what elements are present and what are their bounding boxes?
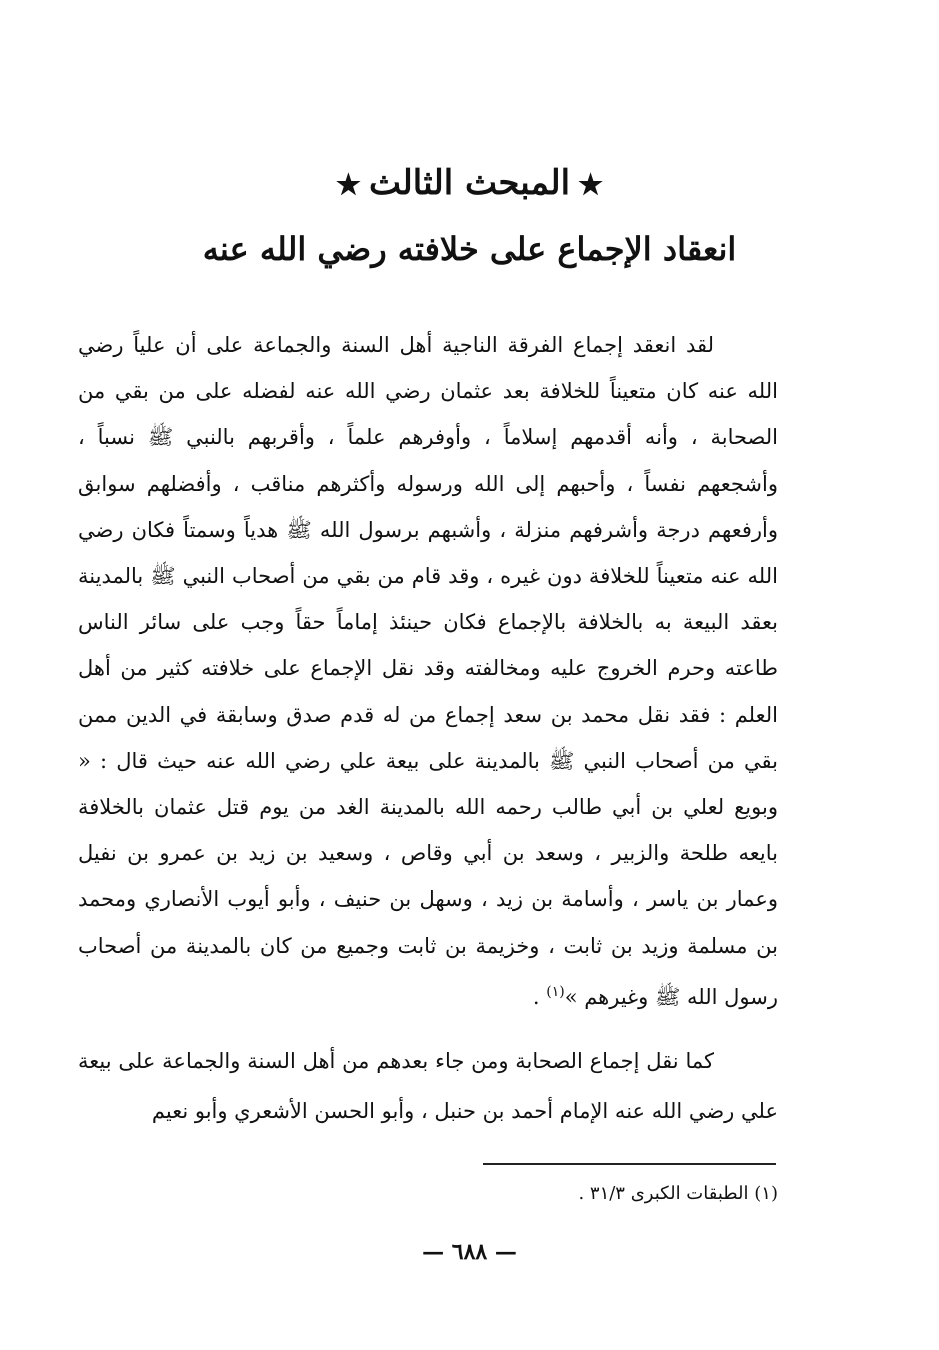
star-icon: ★: [578, 168, 604, 201]
paragraph-text: لقد انعقد إجماع الفرقة الناجية أهل السنة والجماعة على أن علياً رضي الله عنه كان متعيناً للخلافة بعد عثمان رضي الله عنه لفضله على من بقي من الصحابة ، وأنه أقدمهم إسلاماً ، وأوفرهم علماً ، وأقربهم بالنبي ﷺ نسباً ، وأشجعهم نفساً ، وأحبهم إلى الله ورسوله وأكثرهم مناقب ، وأفضلهم سوابق وأرفعهم درجة وأشرفهم منزلة ، وأشبهم برسول الله ﷺ هدياً وسمتاً فكان رضي الله عنه متعيناً للخلافة دون غيره ، وقد قام من بقي من أصحاب النبي ﷺ بالمدينة بعقد البيعة به بالخلافة بالإجماع فكان حينئذ إماماً حقاً وجب على سائر الناس طاعته وحرم الخروج عليه ومخالفته وقد نقل الإجماع على خلافته كثير من أهل العلم : فقد نقل محمد بن سعد إجماع من له قدم صدق وسابقة في الدين ممن بقي من أصحاب النبي ﷺ بالمدينة على بيعة علي رضي الله عنه حيث قال : « وبويع لعلي بن أبي طالب رحمه الله بالمدينة الغد من يوم قتل عثمان بالخلافة بايعه طلحة والزبير ، وسعد بن أبي وقاص ، وسعيد بن زيد بن عمرو بن نفيل وعمار بن ياسر ، وأسامة بن زيد ، وسهل بن حنيف ، وأبو أيوب الأنصاري ومحمد بن مسلمة وزيد بن ثابت ، وخزيمة بن ثابت وجميع من كان بالمدينة من أصحاب رسول الله ﷺ وغيرهم »: [78, 333, 778, 1009]
star-icon: ★: [335, 168, 361, 201]
footnote-reference: (١): [546, 983, 565, 1000]
paragraph: [78, 1036, 778, 1136]
page-number: — ٦٨٨ —: [422, 1239, 517, 1265]
footnote-text: الطبقات الكبرى ٣١/٣ .: [578, 1183, 749, 1204]
chapter-title: انعقاد الإجماع على خلافته رضي الله عنه: [202, 230, 737, 268]
paragraph-text: كما نقل إجماع الصحابة ومن جاء بعدهم من أهل السنة والجماعة على بيعة علي رضي الله عنه الإمام أحمد بن حنبل ، وأبو الحسن الأشعري وأبو نعيم: [78, 1049, 778, 1123]
footnote-marker: (١): [754, 1183, 778, 1204]
section-heading: [0, 160, 939, 208]
section-label: المبحث الثالث: [368, 163, 571, 203]
paragraph: [78, 322, 778, 1020]
footnote: [78, 1180, 778, 1208]
paragraph-end: .: [532, 984, 547, 1009]
footnote-divider: [483, 1163, 776, 1165]
